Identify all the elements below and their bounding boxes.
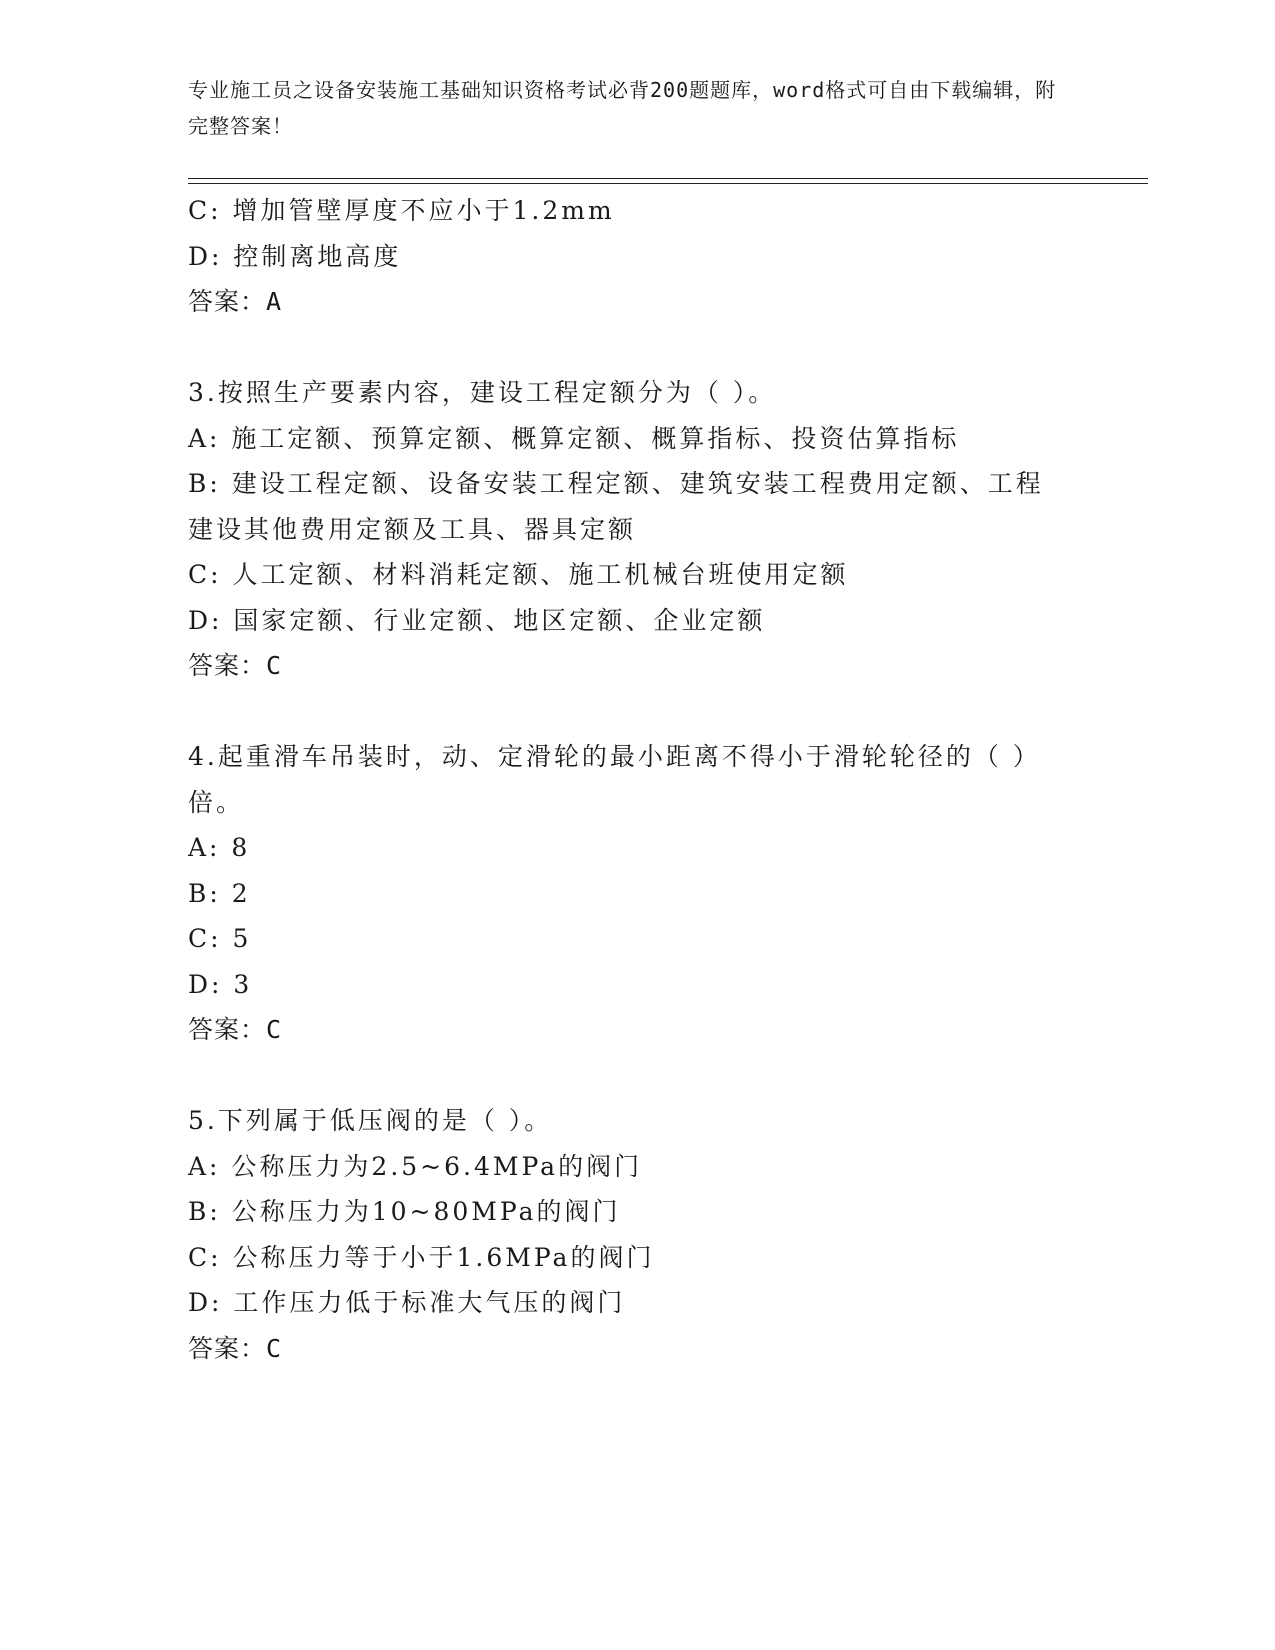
answer-text: 答案：C [188, 651, 283, 680]
option-b: B: 建设工程定额、设备安装工程定额、建筑安装工程费用定额、工程建设其他费用定额及工具、器具定额 [188, 469, 1044, 544]
answer-text: 答案：C [188, 1333, 283, 1363]
spacer [188, 1053, 1088, 1099]
answer-text: 答案：A [188, 287, 283, 316]
question-block-4 [188, 734, 1088, 1053]
question-text: 5.下列属于低压阀的是（ ）。 [188, 1106, 553, 1135]
question-list [188, 188, 1088, 1371]
option-c: C: 公称压力等于小于1.6MPa的阀门 [188, 1242, 655, 1272]
option-d: D: 控制离地高度 [188, 241, 402, 271]
option-d: D: 3 [188, 969, 253, 999]
answer-text: 答案：C [188, 1015, 283, 1044]
option-a: A: 施工定额、预算定额、概算定额、概算指标、投资估算指标 [188, 423, 960, 453]
option-a: A: 公称压力为2.5~6.4MPa的阀门 [188, 1151, 643, 1181]
question-text: 3.按照生产要素内容，建设工程定额分为（ ）。 [188, 378, 777, 407]
option-c: C: 增加管壁厚度不应小于1.2mm [188, 196, 615, 225]
question-text: 4.起重滑车吊装时，动、定滑轮的最小距离不得小于滑轮轮径的（ ）倍。 [188, 742, 1041, 817]
header-divider-top [188, 178, 1148, 179]
option-d: D: 工作压力低于标准大气压的阀门 [188, 1288, 626, 1317]
option-c: C: 人工定额、材料消耗定额、施工机械台班使用定额 [188, 560, 849, 589]
option-c: C: 5 [188, 924, 252, 953]
option-b: B: 2 [188, 878, 251, 908]
header-divider-bottom [188, 183, 1148, 184]
option-b: B: 公称压力为10~80MPa的阀门 [188, 1197, 621, 1226]
question-block-2 [188, 188, 1088, 325]
option-a: A: 8 [188, 833, 251, 862]
document-header: 专业施工员之设备安装施工基础知识资格考试必背200题题库，word格式可自由下载编辑，附完整答案！ [188, 78, 1057, 138]
spacer [188, 325, 1088, 371]
question-block-3 [188, 370, 1088, 689]
question-block-5 [188, 1098, 1088, 1371]
option-d: D: 国家定额、行业定额、地区定额、企业定额 [188, 605, 766, 635]
spacer [188, 689, 1088, 735]
